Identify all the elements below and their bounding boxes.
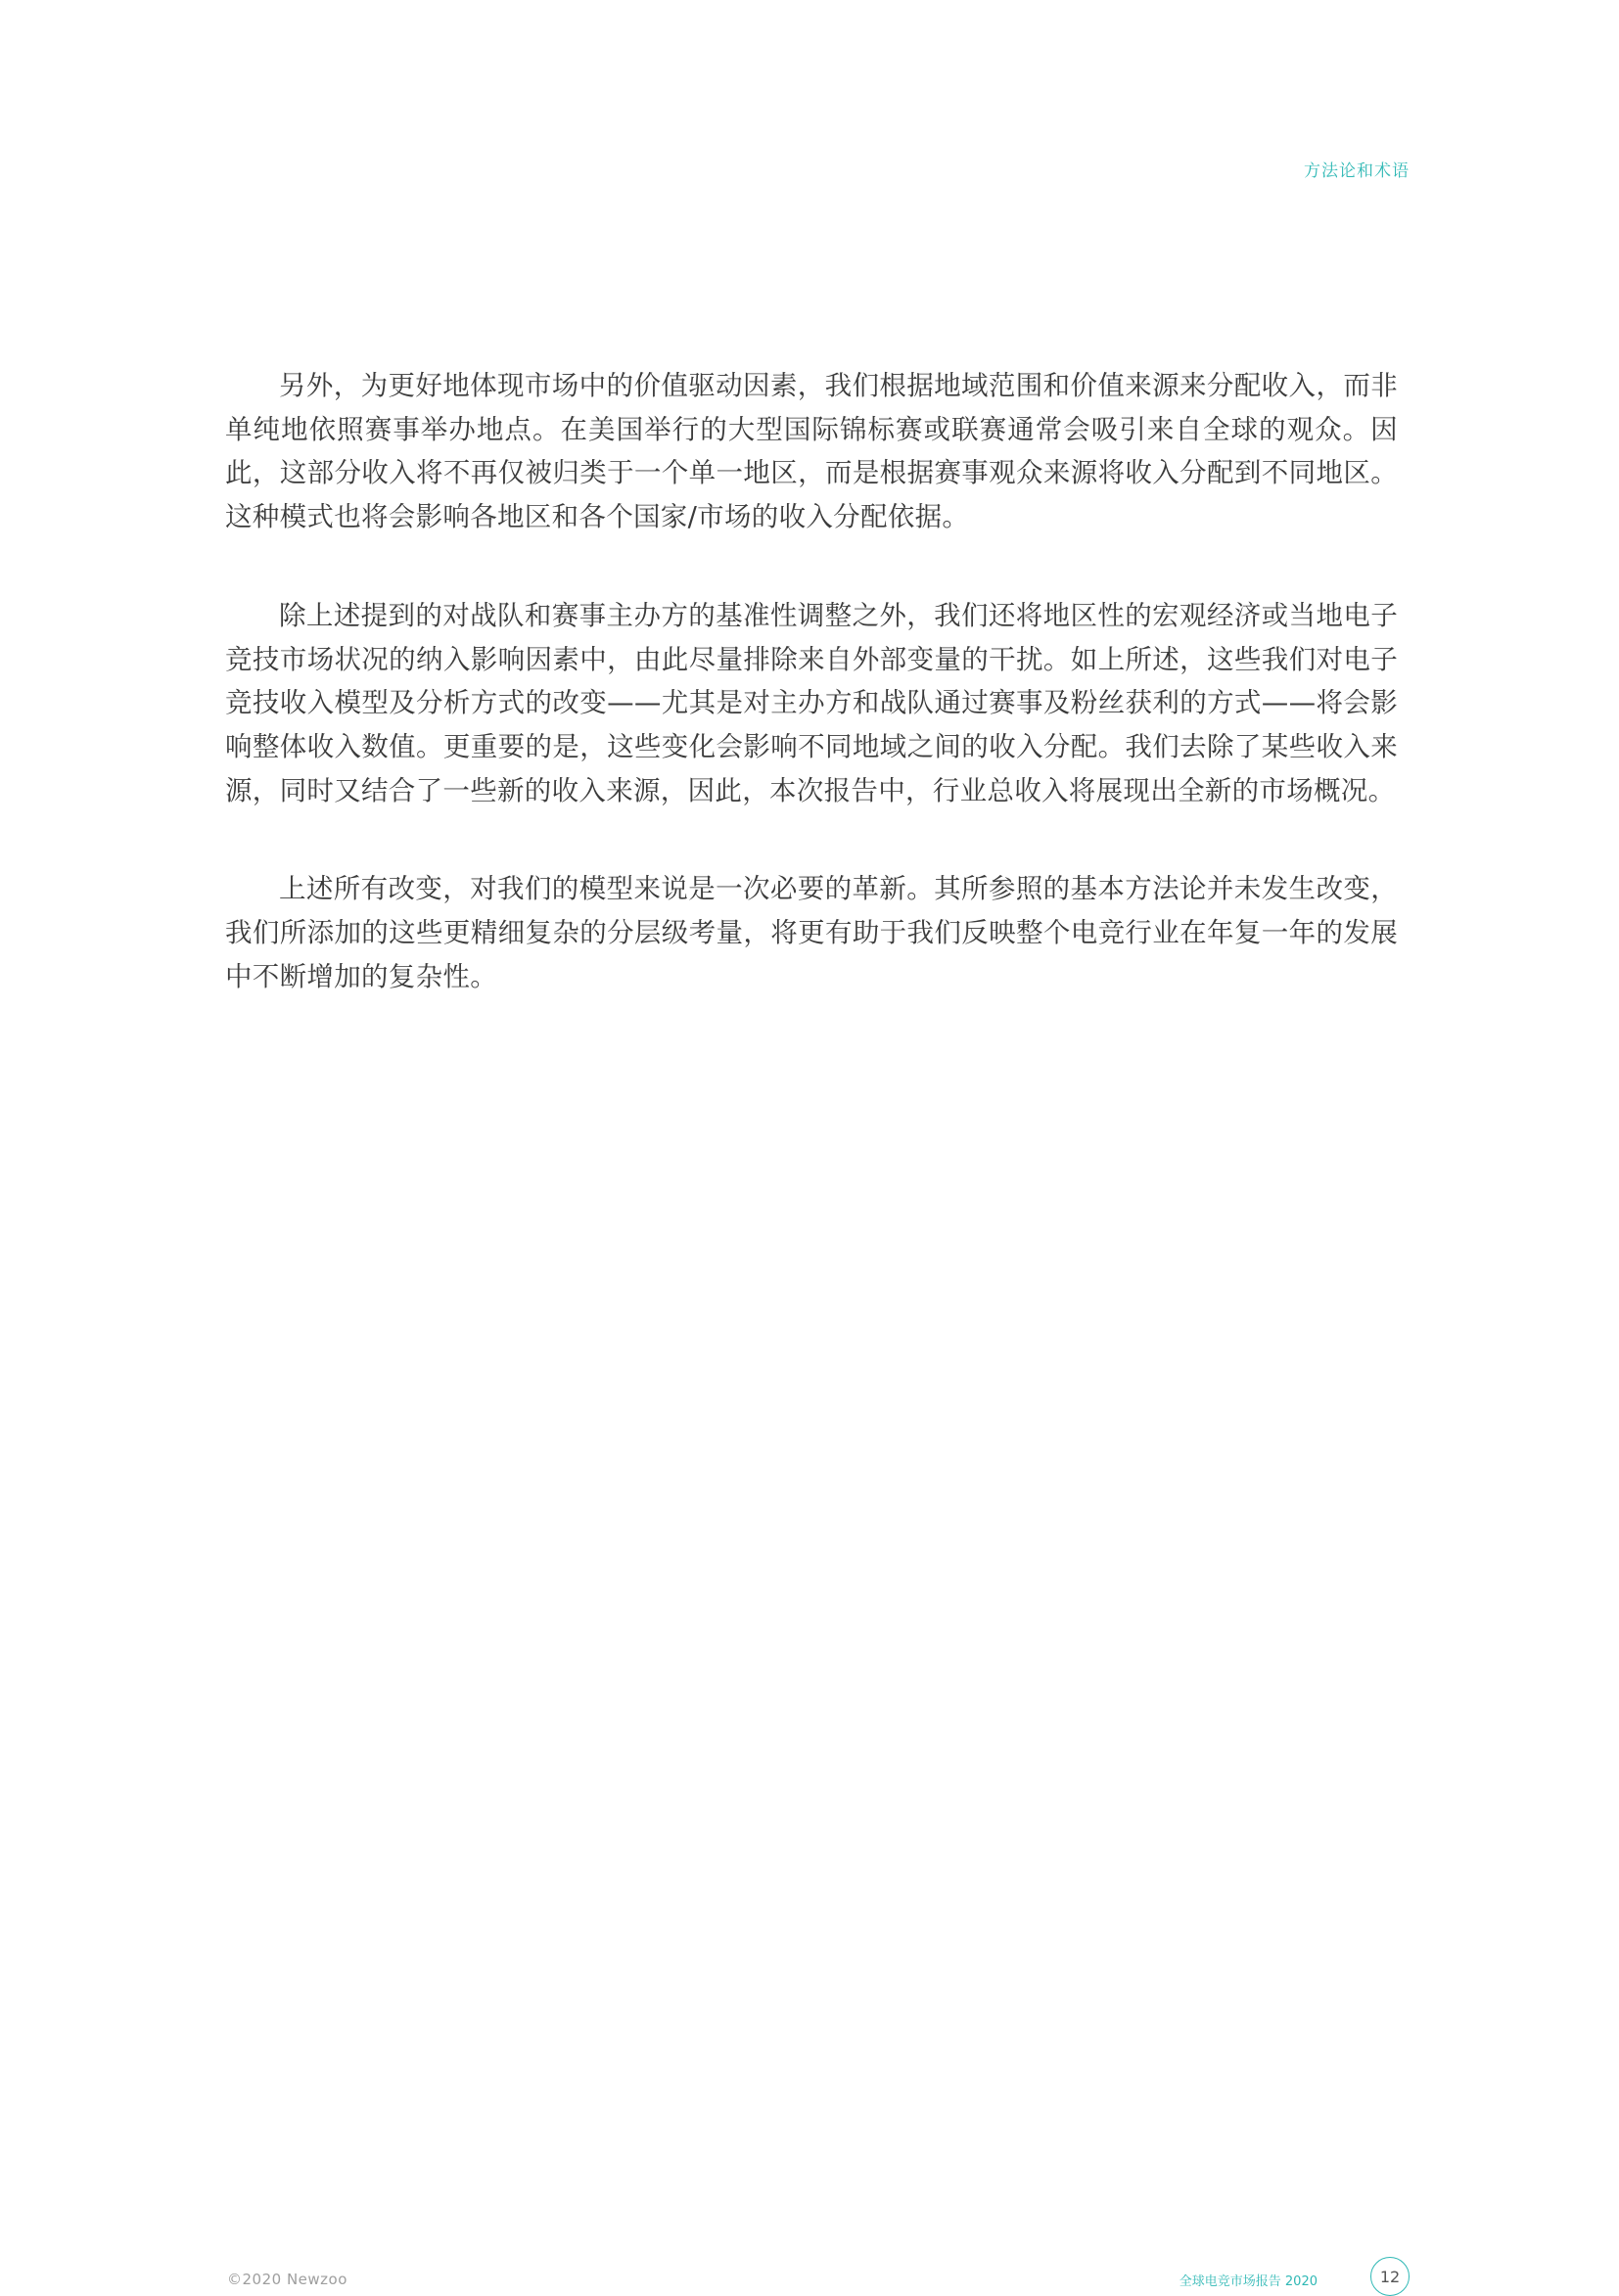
header-section-title: 方法论和术语 [1304, 161, 1410, 181]
footer-report-title: 全球电竞市场报告 2020 [1179, 2274, 1318, 2289]
body-content [225, 364, 1398, 1053]
footer-copyright: ©2020 Newzoo [227, 2271, 347, 2288]
body-paragraph: 另外，为更好地体现市场中的价值驱动因素，我们根据地域范围和价值来源来分配收入，而非单纯地依照赛事举办地点。在美国举行的大型国际锦标赛或联赛通常会吸引来自全球的观众。因此，这部分收入将不再仅被归类于一个单一地区，而是根据赛事观众来源将收入分配到不同地区。这种模式也将会影响各地区和各个国家/市场的收入分配依据。 [225, 370, 1398, 533]
body-paragraph: 上述所有改变，对我们的模型来说是一次必要的革新。其所参照的基本方法论并未发生改变，我们所添加的这些更精细复杂的分层级考量，将更有助于我们反映整个电竞行业在年复一年的发展中不断增加的复杂性。 [225, 873, 1398, 992]
body-paragraph: 除上述提到的对战队和赛事主办方的基准性调整之外，我们还将地区性的宏观经济或当地电子竞技市场状况的纳入影响因素中，由此尽量排除来自外部变量的干扰。如上所述，这些我们对电子竞技收入模型及分析方式的改变——尤其是对主办方和战队通过赛事及粉丝获利的方式——将会影响整体收入数值。更重要的是，这些变化会影响不同地域之间的收入分配。我们去除了某些收入来源，同时又结合了一些新的收入来源，因此，本次报告中，行业总收入将展现出全新的市场概况。 [225, 599, 1398, 806]
page-number: 12 [1370, 2257, 1410, 2296]
